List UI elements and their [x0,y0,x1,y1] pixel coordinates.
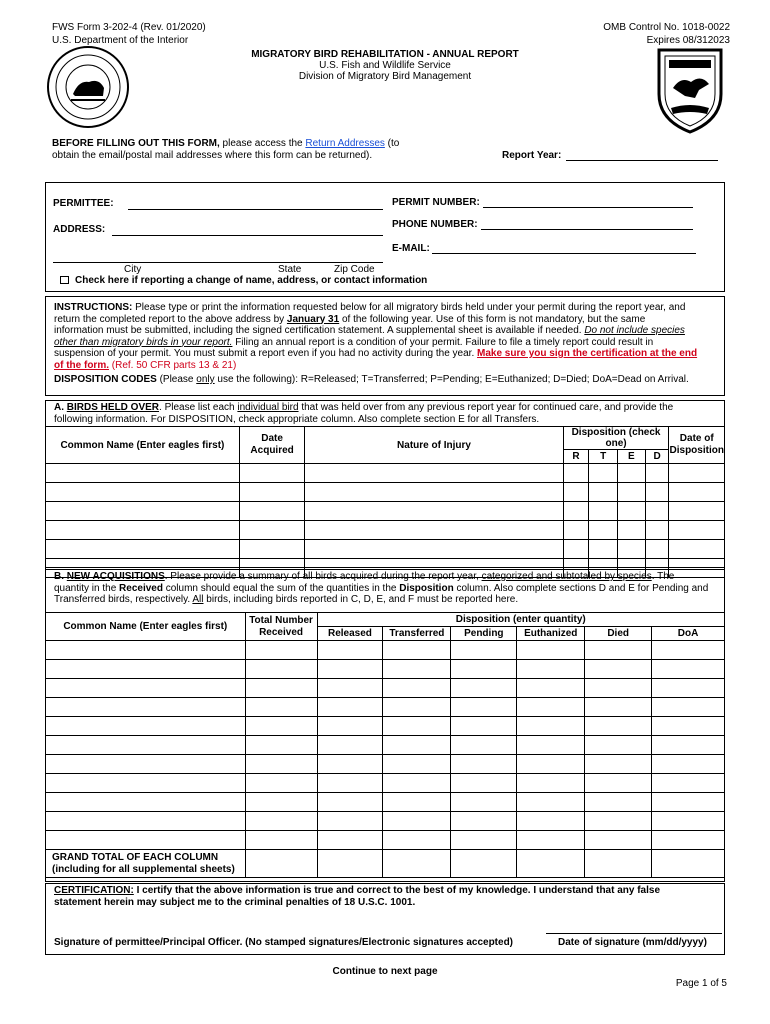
table-row[interactable] [46,641,725,660]
col-disposition-check: Disposition (check one) [563,427,669,450]
form-number: FWS Form 3-202-4 (Rev. 01/2020) [52,22,206,33]
department-name: U.S. Department of the Interior [52,35,189,46]
col-d: D [645,450,669,464]
change-checkbox-row [60,275,427,286]
section-a-individual: individual bird [237,402,299,413]
section-a-text1: . Please list each [159,402,238,413]
col-date-disposition [669,427,725,464]
disposition-codes-a: (Please [156,374,197,385]
table-row[interactable] [46,793,725,812]
col-b-total-received [245,613,317,641]
omb-expiration: Expires 08/312023 [646,35,730,46]
col-dateof-label: Date of [679,433,714,444]
page-number: Page 1 of 5 [675,978,727,989]
section-b-intro [54,571,719,606]
section-b-letter: B. [54,571,67,582]
instructions-deadline: January 31 [286,313,340,325]
table-row[interactable] [46,502,725,521]
col-acquired-label: Acquired [250,445,294,456]
section-b-received: Received [119,582,163,594]
certification-text [54,885,719,908]
permit-number-field[interactable] [483,207,693,208]
signature-date-field[interactable] [546,933,722,934]
col-e: E [618,450,646,464]
city-label: City [124,264,142,275]
grand-total-line1: GRAND TOTAL OF EACH COLUMN [52,851,219,863]
instructions-lead: INSTRUCTIONS: [54,302,133,313]
certification-lead: CERTIFICATION: [54,885,134,896]
city-state-zip-field[interactable] [53,262,383,263]
agency-name: U.S. Fish and Wildlife Service [319,60,451,71]
col-b-euthanized: Euthanized [517,627,585,641]
grand-total-row[interactable] [46,850,725,878]
omb-control-number: OMB Control No. 1018-0022 [603,22,730,33]
phone-number-field[interactable] [481,229,693,230]
email-field[interactable] [432,253,696,254]
before-filling-text: please access the [219,138,306,149]
col-t: T [589,450,618,464]
email-label: E-MAIL: [392,243,430,254]
table-row[interactable] [46,483,725,502]
change-checkbox[interactable] [60,276,69,284]
col-date-label: Date [261,433,283,444]
table-row[interactable] [46,464,725,483]
col-b-died: Died [585,627,652,641]
before-filling-lead: BEFORE FILLING OUT THIS FORM, [52,138,220,149]
table-row[interactable] [46,812,725,831]
section-a-intro [54,402,719,425]
signature-label: Signature of permittee/Principal Officer. (No stamped signatures/Electronic signatures accepted) [54,937,514,948]
table-row[interactable] [46,679,725,698]
section-b-disposition: Disposition [399,582,454,594]
zip-label: Zip Code [334,264,375,275]
instructions-sign-warning: Make sure you sign the certification at the end [477,348,698,359]
section-a-letter: A. [54,402,67,413]
phone-number-label: PHONE NUMBER: [392,219,478,230]
table-row[interactable] [46,698,725,717]
section-b-text1b: . The [651,571,675,582]
before-filling-text-2: (to [384,138,400,149]
section-b-text3c: birds, including birds reported in C, D, E, and F must be reported here. [203,594,519,605]
table-row[interactable] [46,774,725,793]
instructions-line4b: Filing an annual report is a condition of your permit. Failure to file a timely report could result in [232,336,654,348]
col-b-doa: DoA [652,627,725,641]
table-row[interactable] [46,540,725,559]
disposition-codes-b: use the following): R=Released; T=Transferred; P=Pending; E=Euthanized; D=Died; DoA=Dead on Arrival. [214,374,689,385]
permittee-label: PERMITTEE: [53,198,114,209]
col-date-acquired [239,427,305,464]
col-b-released: Released [317,627,383,641]
section-b-title: NEW ACQUISITIONS [66,571,165,582]
continue-note: Continue to next page [332,966,438,977]
section-a-title: BIRDS HELD OVER [66,402,160,413]
division-name: Division of Migratory Bird Management [298,71,472,82]
form-title: MIGRATORY BIRD REHABILITATION - ANNUAL REPORT [251,49,519,60]
change-checkbox-label: Check here if reporting a change of name, address, or contact information [75,275,428,286]
birds-held-over-table [45,426,725,578]
instructions-text [54,302,719,386]
section-b-text2e: column. Also complete sections D and E for Pending and [453,582,709,594]
section-b-all: All [192,594,204,605]
instructions-line5a: suspension of your permit. You must submit a report even if you had no activity during the year. [54,348,478,359]
col-r: R [563,450,589,464]
return-addresses-link[interactable]: Return Addresses [305,138,385,149]
col-b-transferred: Transferred [383,627,451,641]
section-a-text2: following information. For DISPOSITION, check appropriate column. Also complete section E for all Transfers. [54,413,540,425]
new-acquisitions-table [45,612,725,878]
interior-seal-icon [47,46,129,128]
table-row[interactable] [46,736,725,755]
table-row[interactable] [46,831,725,850]
instructions-line2a: return the completed report to the above address by [54,313,287,325]
before-filling-note [52,138,412,149]
instructions-cfr-ref: (Ref. 50 CFR parts 13 & 21) [109,359,237,371]
section-a-text1b: that was held over from any previous report year for continued care, and provide the [298,402,674,413]
section-b-text2a: quantity in the [54,582,120,594]
address-field[interactable] [112,235,383,236]
grand-total-line2: (including for all supplemental sheets) [52,863,235,875]
table-row[interactable] [46,521,725,540]
col-b-received-label: Received [259,626,303,638]
grand-total-label [46,850,246,878]
certification-line2: statement herein may subject me to the criminal penalties of 18 U.S.C. 1001. [54,896,416,908]
section-b-categorized: categorized and subtotaled by species [481,571,652,582]
col-disposition-label: Disposition [669,445,724,456]
col-b-disposition: Disposition (enter quantity) [317,613,725,627]
table-row[interactable] [46,755,725,774]
certification-line1: I certify that the above information is true and correct to the best of my knowledge. I understand that any false [133,885,661,896]
instructions-line3b: Do not include species [584,325,685,336]
disposition-codes-lead: DISPOSITION CODES [54,374,157,385]
signature-date-label: Date of signature (mm/dd/yyyy) [558,937,707,948]
permit-number-label: PERMIT NUMBER: [392,197,480,208]
section-b-text3a: Transferred birds, respectively. [54,594,193,605]
instructions-line3: information must be submitted, including the signed certification statement. A supplemental sheet is available if needed. [54,325,585,336]
col-b-total-label: Total Number [249,614,313,626]
instructions-line6a: of the form. [54,359,109,371]
col-common-name: Common Name (Enter eagles first) [46,427,240,464]
report-year-field[interactable] [566,160,718,161]
col-b-common-name: Common Name (Enter eagles first) [46,613,246,641]
instructions-line2c: of the following year. Use of this form is not mandatory, but the same [339,313,646,325]
address-label: ADDRESS: [53,224,106,235]
state-label: State [278,264,302,275]
instructions-line4a: other than migratory birds in your report. [54,336,233,348]
disposition-codes-only: only [196,374,215,385]
fws-shield-icon [655,46,725,136]
instructions-line1: Please type or print the information requested below for all migratory birds held under your permit during the report year, and [132,302,686,313]
col-nature-injury: Nature of Injury [305,427,563,464]
col-b-pending: Pending [451,627,517,641]
permittee-field[interactable] [128,209,383,210]
section-b-text2c: column should equal the sum of the quantities in the [162,582,400,594]
report-year-label: Report Year: [502,150,562,161]
section-b-text1: . Please provide a summary of all birds acquired during the report year, [164,571,482,582]
table-row[interactable] [46,717,725,736]
before-filling-line2: obtain the email/postal mail addresses where this form can be returned). [52,150,373,161]
table-row[interactable] [46,660,725,679]
